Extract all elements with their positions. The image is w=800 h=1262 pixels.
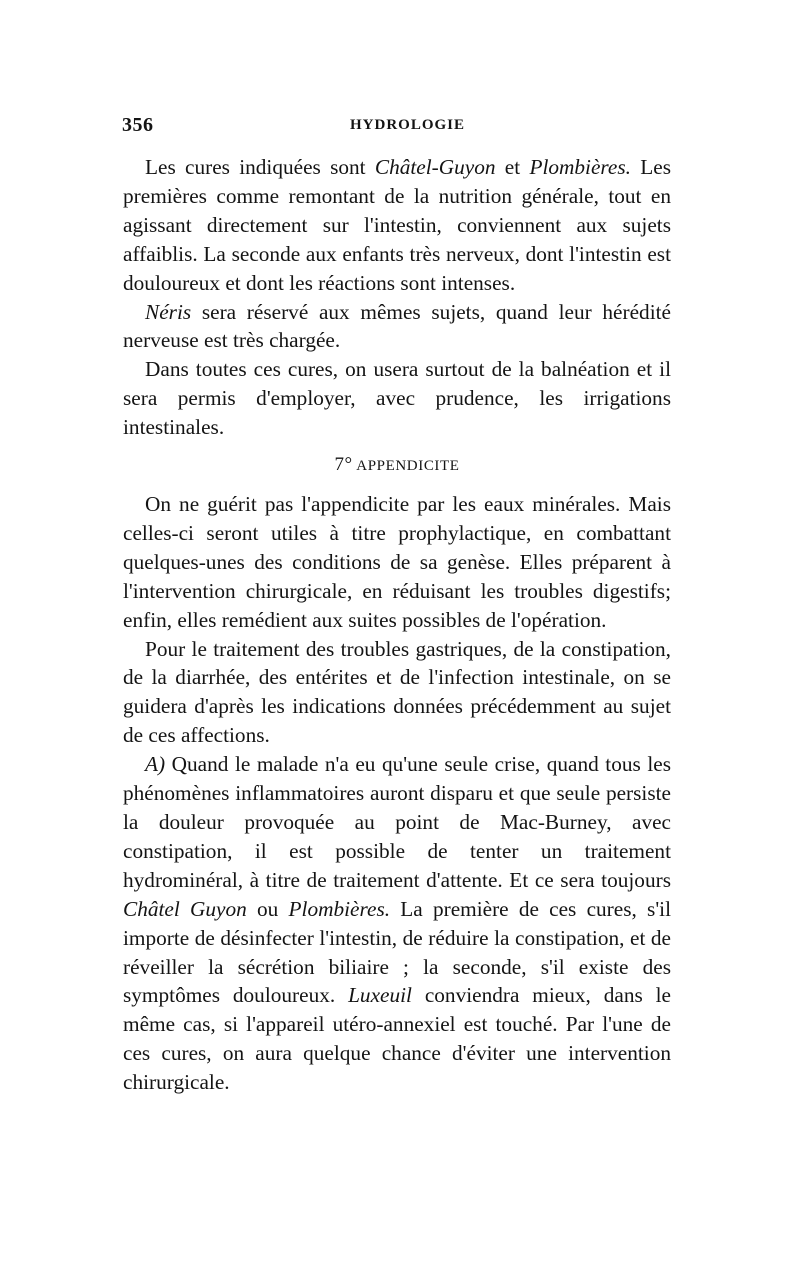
paragraph-cures-indiquees: Les cures indiquées sont Châtel-Guyon et Plombières. Les premières comme remontant de la nutrition générale, tout en agissant directement sur l'intestin, conviennent aux sujets affaiblis. La seconde aux enfants très nerveux, dont l'intestin est douloureux et dont les réactions sont intenses.: [123, 155, 671, 295]
section-number: 7°: [334, 454, 353, 475]
paragraph-balneation: Dans toutes ces cures, on usera surtout de la balnéation et il sera permis d'employer, avec prudence, les irrigations intestinales.: [123, 357, 671, 440]
paragraph-neris: Néris sera réservé aux mêmes sujets, quand leur hérédité nerveuse est très chargée.: [123, 299, 671, 353]
place-name-chatel-guyon-2: Châtel Guyon: [123, 896, 247, 921]
place-name-chatel-guyon: Châtel-Guyon: [374, 155, 496, 179]
place-name-plombieres: Plombières.: [529, 155, 631, 179]
running-title: HYDROLOGIE: [350, 117, 466, 133]
section-title: APPENDICITE: [356, 458, 460, 474]
section-heading: [123, 454, 671, 476]
paragraph-appendicite-intro: On ne guérit pas l'appendicite par les eaux minérales. Mais celles-ci seront utiles à titre prophylactique, en combattant quelques-unes des conditions de sa genèse. Elles préparent à l'intervention chirurgicale, en réduisant les troubles digestifs; enfin, elles remédient aux suites possibles de l'opération.: [123, 492, 671, 632]
paragraph-traitement: Pour le traitement des troubles gastriques, de la constipation, de la diarrhée, des entérites et de l'infection intestinale, on se guidera d'après les indications données précédemment au sujet de ces affections.: [123, 636, 671, 748]
running-head: [122, 114, 670, 138]
place-name-plombieres-2: Plombières.: [288, 896, 391, 921]
case-label-a: A): [145, 752, 166, 777]
page-number: 356: [122, 114, 154, 136]
text-block-appendicite: [123, 490, 671, 1097]
place-name-neris: Néris: [145, 299, 192, 324]
place-name-luxeuil: Luxeuil: [348, 983, 412, 1008]
text-block-cures: [123, 153, 671, 442]
paragraph-case-a: A) Quand le malade n'a eu qu'une seule crise, quand tous les phénomènes inflammatoires auront disparu et que seule persiste la douleur provoquée au point de Mac-Burney, avec constipation, il est possible de tenter un traitement hydrominéral, à titre de traitement d'attente. Et ce sera toujours Châtel Guyon ou Plombières. La première de ces cures, s'il importe de désinfecter l'intestin, de réduire la constipation, et de réveiller la sécrétion biliaire ; la seconde, s'il existe des symptômes douloureux. Luxeuil conviendra mieux, dans le même cas, si l'appareil utéro-annexiel est touché. Par l'une de ces cures, on aura quelque chance d'éviter une intervention chirurgicale.: [123, 752, 671, 1095]
